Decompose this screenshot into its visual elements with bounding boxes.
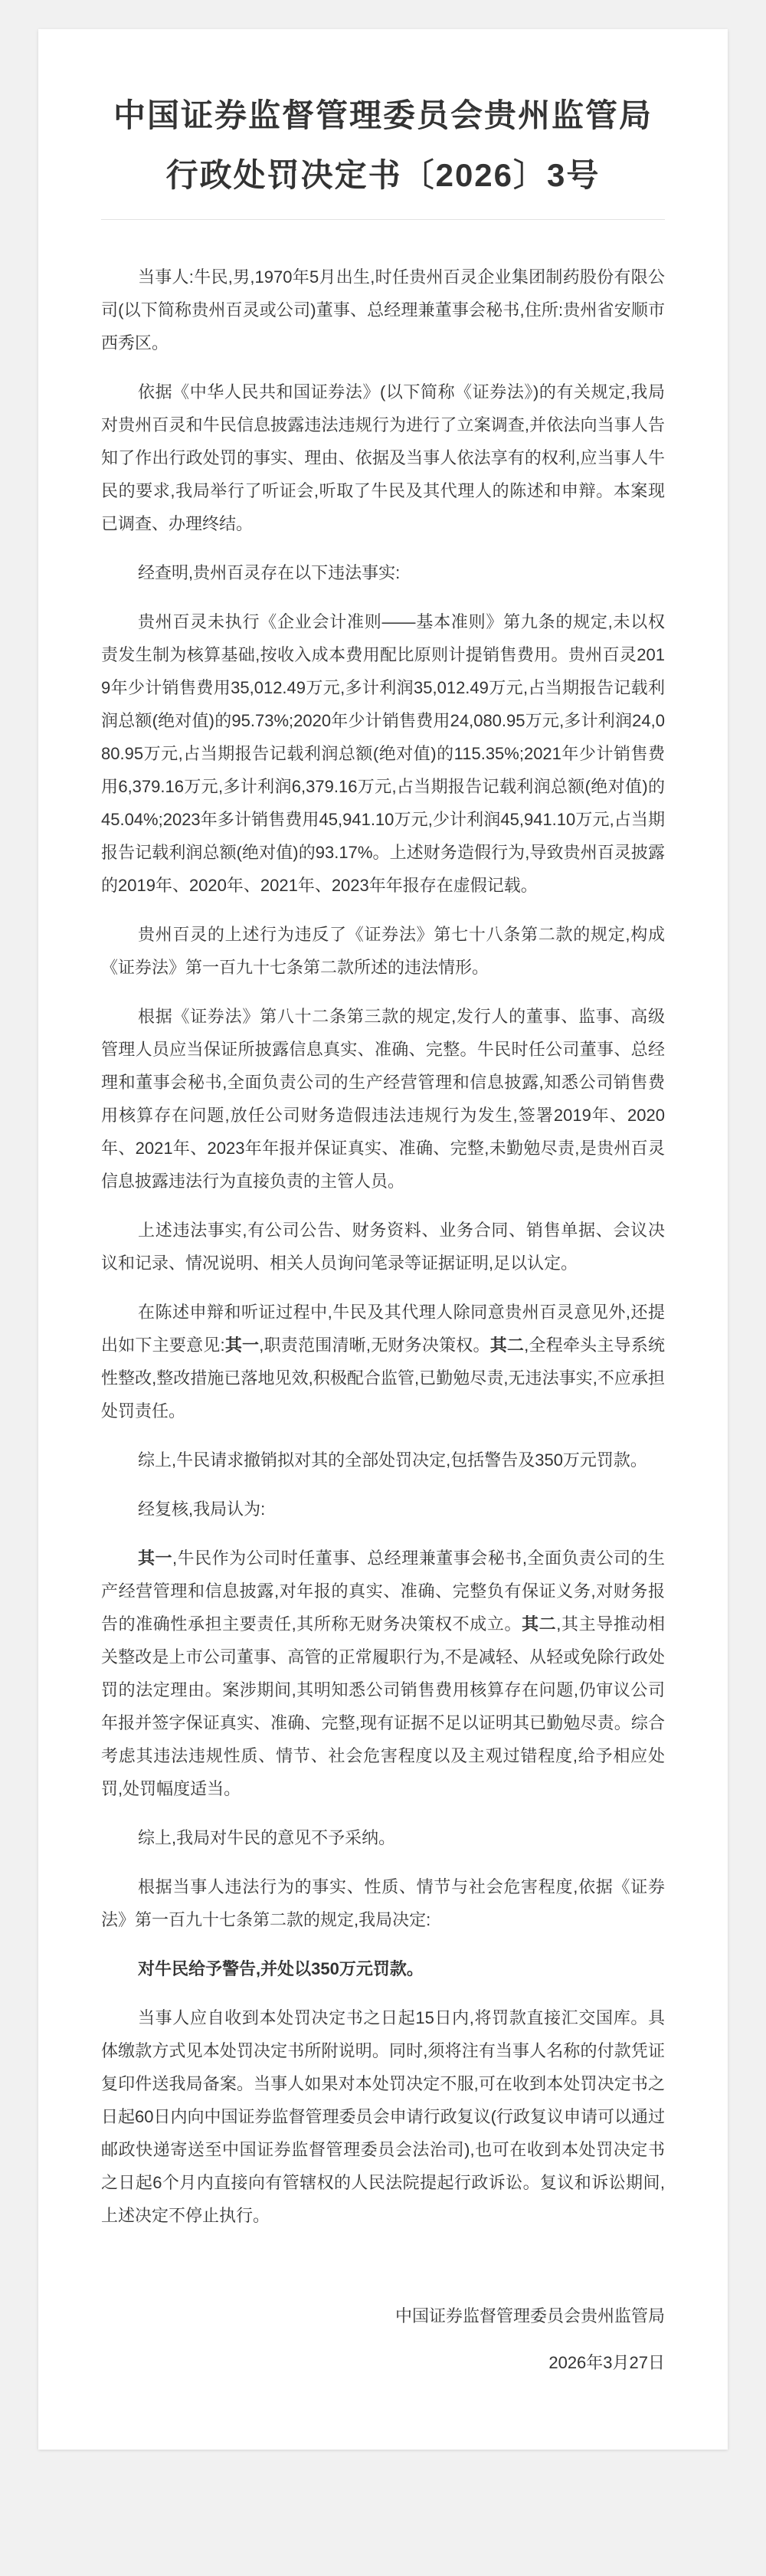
paragraph-text: 当事人:牛民,男,1970年5月出生,时任贵州百灵企业集团制药股份有限公司(以下简称贵州百灵或公司)董事、总经理兼董事会秘书,住所:贵州省安顺市西秀区。 [101, 267, 665, 352]
document-paragraph [101, 1296, 665, 1427]
issue-date: 2026年3月27日 [548, 2353, 665, 2372]
paragraph-text: 综上,我局对牛民的意见不予采纳。 [138, 1828, 396, 1847]
document-title-line2: 行政处罚决定书〔2026〕3号 [165, 157, 601, 193]
document-paragraph [101, 1214, 665, 1280]
paragraph-bold-text: 其二 [489, 1336, 525, 1355]
document-paragraph [101, 1952, 665, 1985]
paragraph-text: 根据《证券法》第八十二条第三款的规定,发行人的董事、监事、高级管理人员应当保证所披露信息真实、准确、完整。牛民时任公司董事、总经理和董事会秘书,全面负责公司的生产经营管理和信息披露,知悉公司销售费用核算存在问题,放任公司财务造假违法违规行为发生,签署2019年、2020年、2021年、2023年年报并保证真实、准确、完整,未勤勉尽责,是贵州百灵信息披露违法行为直接负责的主管人员。 [101, 1007, 665, 1191]
paragraph-text: 经复核,我局认为: [138, 1499, 266, 1519]
document-paragraph [101, 1444, 665, 1476]
document-paragraph [101, 1000, 665, 1198]
paragraph-text: 贵州百灵未执行《企业会计准则——基本准则》第九条的规定,未以权责发生制为核算基础,按收入成本费用配比原则计提销售费用。贵州百灵2019年少计销售费用35,012.49万元,多计利润35,012.49万元,占当期报告记载利润总额(绝对值)的95.73%;2020年少计销售费用24,080.95万元,多计利润24,080.95万元,占当期报告记载利润总额(绝对值)的115.35%;2021年少计销售费用6,379.16万元,多计利润6,379.16万元,占当期报告记载利润总额(绝对值)的45.04%;2023年多计销售费用45,941.10万元,少计利润45,941.10万元,占当期报告记载利润总额(绝对值)的93.17%。上述财务造假行为,导致贵州百灵披露的2019年、2020年、2021年、2023年年报存在虚假记载。 [101, 612, 665, 895]
paragraph-text: 在陈述申辩和听证过程中,牛民及其代理人除同意贵州百灵意见外,还提出如下主要意见: [101, 1303, 665, 1355]
document-paragraph [101, 375, 665, 540]
document-paragraph [101, 1542, 665, 1805]
signature-block [101, 2299, 665, 2379]
issuer-signature: 中国证券监督管理委员会贵州监管局 [394, 2306, 665, 2325]
paragraph-text: 贵州百灵的上述行为违反了《证券法》第七十八条第二款的规定,构成《证券法》第一百九十七条第二款所述的违法情形。 [101, 925, 665, 977]
document-body [101, 261, 665, 2232]
document-paragraph [101, 918, 665, 984]
document-paragraph [101, 261, 665, 359]
paragraph-bold-text: 对牛民给予警告,并处以350万元罚款。 [138, 1959, 424, 1978]
paragraph-bold-text: 其一 [138, 1549, 173, 1568]
document-paragraph [101, 1870, 665, 1936]
paragraph-bold-text: 其一 [224, 1336, 260, 1355]
document-paragraph [101, 605, 665, 902]
page [0, 29, 766, 2450]
paragraph-text: ,牛民作为公司时任董事、总经理兼董事会秘书,全面负责公司的生产经营管理和信息披露,对年报的真实、准确、完整负有保证义务,对财务报告的准确性承担主要责任,其所称无财务决策权不成立。 [101, 1549, 665, 1634]
paragraph-text: 经查明,贵州百灵存在以下违法事实: [138, 563, 401, 582]
paragraph-text: 当事人应自收到本处罚决定书之日起15日内,将罚款直接汇交国库。具体缴款方式见本处罚决定书所附说明。同时,须将注有当事人名称的付款凭证复印件送我局备案。当事人如果对本处罚决定不服,可在收到本处罚决定书之日起60日内向中国证券监督管理委员会申请行政复议(行政复议申请可以通过邮政快递寄送至中国证券监督管理委员会法治司),也可在收到本处罚决定书之日起6个月内直接向有管辖权的人民法院提起行政诉讼。复议和诉讼期间,上述决定不停止执行。 [101, 2008, 665, 2225]
paragraph-text: 上述违法事实,有公司公告、财务资料、业务合同、销售单据、会议决议和记录、情况说明、相关人员询问笔录等证据证明,足以认定。 [101, 1221, 665, 1273]
paragraph-text: ,职责范围清晰,无财务决策权。 [259, 1336, 490, 1355]
document-paragraph [101, 1821, 665, 1854]
document-title-line1: 中国证券监督管理委员会贵州监管局 [113, 97, 653, 133]
title-divider [101, 219, 665, 220]
paragraph-text: 综上,牛民请求撤销拟对其的全部处罚决定,包括警告及350万元罚款。 [138, 1450, 647, 1470]
paragraph-text: ,其主导推动相关整改是上市公司董事、高管的正常履职行为,不是减轻、从轻或免除行政处罚的法定理由。案涉期间,其明知悉公司销售费用核算存在问题,仍审议公司年报并签字保证真实、准确、完整,现有证据不足以证明其已勤勉尽责。综合考虑其违法违规性质、情节、社会危害程度以及主观过错程度,给予相应处罚,处罚幅度适当。 [101, 1614, 665, 1798]
document-paragraph [101, 1493, 665, 1526]
document-paragraph [101, 2001, 665, 2232]
paragraph-bold-text: 其二 [522, 1614, 557, 1634]
document-card [38, 29, 728, 2450]
paragraph-text: 根据当事人违法行为的事实、性质、情节与社会危害程度,依据《证券法》第一百九十七条第二款的规定,我局决定: [101, 1877, 665, 1929]
document-paragraph [101, 556, 665, 589]
paragraph-text: 依据《中华人民共和国证券法》(以下简称《证券法》)的有关规定,我局对贵州百灵和牛民信息披露违法违规行为进行了立案调查,并依法向当事人告知了作出行政处罚的事实、理由、依据及当事人依法享有的权利,应当事人牛民的要求,我局举行了听证会,听取了牛民及其代理人的陈述和申辩。本案现已调查、办理终结。 [101, 382, 665, 533]
paragraph-text: ,全程牵头主导系统性整改,整改措施已落地见效,积极配合监管,已勤勉尽责,无违法事实,不应承担处罚责任。 [101, 1336, 665, 1421]
